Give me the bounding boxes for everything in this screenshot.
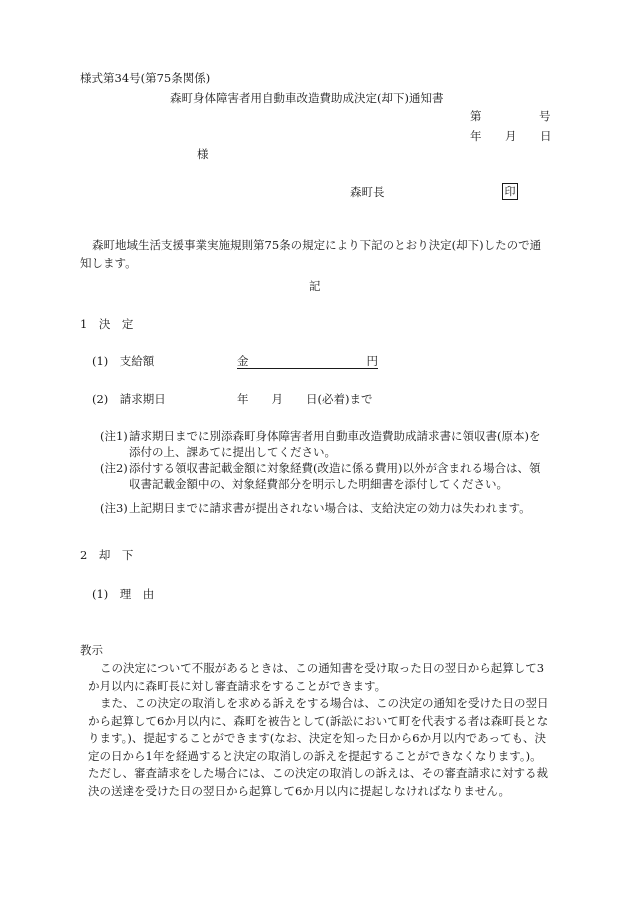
due-date-label: (2) 請求期日 [92,392,166,406]
section1-title: 1 決 定 [80,317,134,331]
reason-label: (1) 理 由 [92,587,155,601]
ki-heading: 記 [309,279,321,293]
date-day: 日 [540,129,552,143]
note-label: (注2) [100,461,128,475]
form-number: 様式第34号(第75条関係) [80,71,211,85]
amount-suffix: 円 [366,354,378,368]
section2-title: 2 却 下 [80,548,134,562]
instruction-paragraph-2: また、この決定の取消しを求める訴えをする場合は、この決定の通知を受けた日の翌日から起算して6か月以内に、森町を被告として(訴訟において町を代表する者は森町長となります。)、提起することができます(なお、決定を知った日から6か月以内であっても、決定の日から1年を経過すると決定の取消しの訴えを提起することができなくなります。)。ただし、審査請求をした場合には、この決定の取消しの訴えは、その審査請求に対する裁決の送達を受けた日の翌日から起算して6か月以内に提起しなければなりません。 [88,696,549,798]
date-month: 月 [505,129,517,143]
doc-number-prefix: 第 [470,109,482,123]
instruction-paragraph-1: この決定について不服があるときは、この通知書を受け取った日の翌日から起算して3か月以内に森町長に対し審査請求をすることができます。 [88,661,545,693]
intro-paragraph: 森町地域生活支援事業実施規則第75条の規定により下記のとおり決定(却下)したので通知します。 [80,238,542,270]
seal-mark: 印 [502,183,518,200]
note-label: (注1) [100,429,128,443]
note-1 [100,428,550,460]
note-text: 上記期日までに請求書が提出されない場合は、支給決定の効力は失われます。 [129,501,531,515]
date-year: 年 [470,129,482,143]
note-3 [100,500,550,516]
amount-label: (1) 支給額 [92,354,155,368]
recipient-suffix: 様 [197,147,209,161]
amount-field [237,353,378,369]
issuer: 森町長 [350,185,385,199]
note-label: (注3) [100,501,128,515]
due-date-value: 年 月 日(必着)まで [237,392,373,406]
note-text: 添付する領収書記載金額に対象経費(改造に係る費用)以外が含まれる場合は、領収書記載金額中の、対象経費部分を明示した明細書を添付してください。 [129,461,541,491]
document-title: 森町身体障害者用自動車改造費助成決定(却下)通知書 [170,91,444,105]
doc-number-suffix: 号 [539,109,551,123]
note-text: 請求期日までに別添森町身体障害者用自動車改造費助成請求書に領収書(原本)を添付の上、課あてに提出してください。 [129,429,541,459]
amount-prefix: 金 [237,354,249,368]
note-2 [100,460,550,492]
instruction-title: 教示 [80,643,103,657]
